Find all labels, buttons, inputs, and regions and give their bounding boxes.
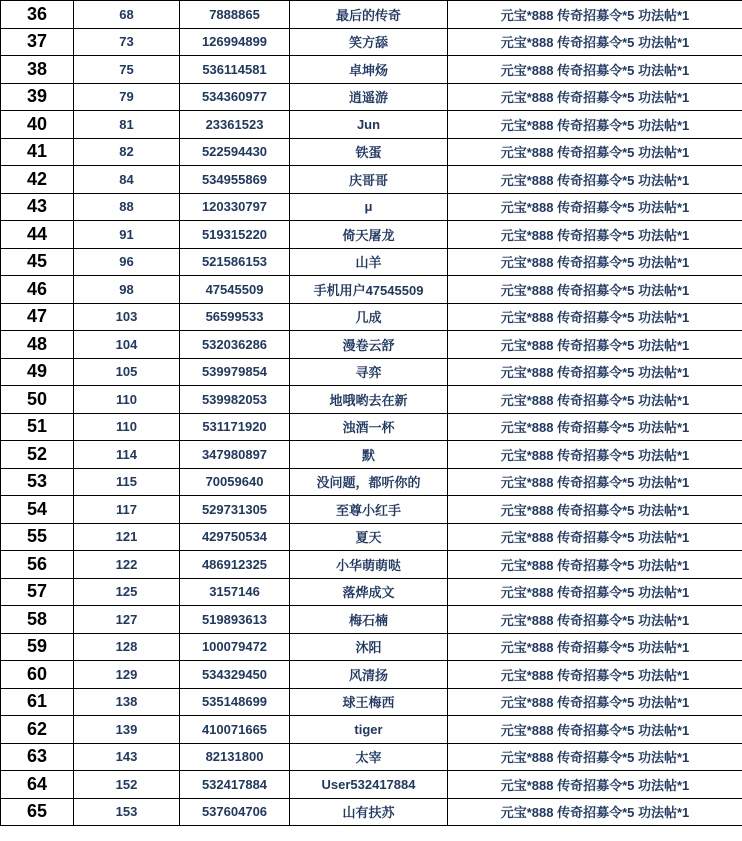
number-cell: 98: [74, 276, 180, 304]
table-row: [1, 413, 742, 441]
number-cell: 121: [74, 523, 180, 551]
table-row: [1, 1, 742, 29]
player-name-cell: 卓坤炀: [290, 56, 448, 84]
rank-cell: 57: [1, 578, 74, 606]
table-row: [1, 578, 742, 606]
reward-cell: 元宝*888 传奇招募令*5 功法帖*1: [448, 111, 742, 139]
number-cell: 139: [74, 716, 180, 744]
user-id-cell: 529731305: [180, 496, 290, 524]
rank-cell: 38: [1, 56, 74, 84]
reward-cell: 元宝*888 传奇招募令*5 功法帖*1: [448, 716, 742, 744]
player-name-cell: 默: [290, 441, 448, 469]
number-cell: 122: [74, 551, 180, 579]
rank-cell: 65: [1, 798, 74, 826]
player-name-cell: 庆哥哥: [290, 166, 448, 194]
user-id-cell: 531171920: [180, 413, 290, 441]
table-row: [1, 606, 742, 634]
rank-cell: 58: [1, 606, 74, 634]
reward-cell: 元宝*888 传奇招募令*5 功法帖*1: [448, 28, 742, 56]
number-cell: 91: [74, 221, 180, 249]
table-row: [1, 633, 742, 661]
reward-cell: 元宝*888 传奇招募令*5 功法帖*1: [448, 248, 742, 276]
user-id-cell: 47545509: [180, 276, 290, 304]
table-row: [1, 743, 742, 771]
number-cell: 75: [74, 56, 180, 84]
reward-cell: 元宝*888 传奇招募令*5 功法帖*1: [448, 661, 742, 689]
player-name-cell: 漫卷云舒: [290, 331, 448, 359]
reward-cell: 元宝*888 传奇招募令*5 功法帖*1: [448, 523, 742, 551]
reward-cell: 元宝*888 传奇招募令*5 功法帖*1: [448, 688, 742, 716]
reward-cell: 元宝*888 传奇招募令*5 功法帖*1: [448, 83, 742, 111]
player-name-cell: 夏天: [290, 523, 448, 551]
reward-cell: 元宝*888 传奇招募令*5 功法帖*1: [448, 193, 742, 221]
rank-cell: 39: [1, 83, 74, 111]
table-row: [1, 56, 742, 84]
player-name-cell: 风清扬: [290, 661, 448, 689]
number-cell: 138: [74, 688, 180, 716]
user-id-cell: 521586153: [180, 248, 290, 276]
number-cell: 104: [74, 331, 180, 359]
table-row: [1, 193, 742, 221]
player-name-cell: 山有扶苏: [290, 798, 448, 826]
table-row: [1, 798, 742, 826]
player-name-cell: 寻弈: [290, 358, 448, 386]
rank-cell: 60: [1, 661, 74, 689]
user-id-cell: 535148699: [180, 688, 290, 716]
reward-cell: 元宝*888 传奇招募令*5 功法帖*1: [448, 578, 742, 606]
player-name-cell: 至尊小红手: [290, 496, 448, 524]
table-row: [1, 303, 742, 331]
user-id-cell: 410071665: [180, 716, 290, 744]
user-id-cell: 532036286: [180, 331, 290, 359]
user-id-cell: 120330797: [180, 193, 290, 221]
rank-cell: 59: [1, 633, 74, 661]
player-name-cell: 太宰: [290, 743, 448, 771]
rank-cell: 45: [1, 248, 74, 276]
rank-cell: 36: [1, 1, 74, 29]
reward-cell: 元宝*888 传奇招募令*5 功法帖*1: [448, 413, 742, 441]
number-cell: 114: [74, 441, 180, 469]
reward-cell: 元宝*888 传奇招募令*5 功法帖*1: [448, 331, 742, 359]
reward-cell: 元宝*888 传奇招募令*5 功法帖*1: [448, 358, 742, 386]
player-name-cell: 浊酒一杯: [290, 413, 448, 441]
reward-cell: 元宝*888 传奇招募令*5 功法帖*1: [448, 56, 742, 84]
number-cell: 84: [74, 166, 180, 194]
rank-cell: 51: [1, 413, 74, 441]
table-row: [1, 523, 742, 551]
rank-cell: 42: [1, 166, 74, 194]
number-cell: 152: [74, 771, 180, 799]
rank-cell: 62: [1, 716, 74, 744]
user-id-cell: 7888865: [180, 1, 290, 29]
table-row: [1, 386, 742, 414]
reward-cell: 元宝*888 传奇招募令*5 功法帖*1: [448, 441, 742, 469]
player-name-cell: 铁蛋: [290, 138, 448, 166]
user-id-cell: 429750534: [180, 523, 290, 551]
table-row: [1, 138, 742, 166]
player-name-cell: 手机用户47545509: [290, 276, 448, 304]
number-cell: 105: [74, 358, 180, 386]
rankings-table-body: [1, 1, 742, 826]
table-row: [1, 661, 742, 689]
player-name-cell: Jun: [290, 111, 448, 139]
player-name-cell: 沐阳: [290, 633, 448, 661]
number-cell: 73: [74, 28, 180, 56]
table-row: [1, 166, 742, 194]
user-id-cell: 486912325: [180, 551, 290, 579]
number-cell: 110: [74, 413, 180, 441]
rank-cell: 49: [1, 358, 74, 386]
user-id-cell: 534360977: [180, 83, 290, 111]
player-name-cell: User532417884: [290, 771, 448, 799]
user-id-cell: 534955869: [180, 166, 290, 194]
rank-cell: 48: [1, 331, 74, 359]
table-row: [1, 441, 742, 469]
rank-cell: 47: [1, 303, 74, 331]
reward-cell: 元宝*888 传奇招募令*5 功法帖*1: [448, 386, 742, 414]
player-name-cell: 笑方舔: [290, 28, 448, 56]
reward-cell: 元宝*888 传奇招募令*5 功法帖*1: [448, 166, 742, 194]
reward-cell: 元宝*888 传奇招募令*5 功法帖*1: [448, 276, 742, 304]
table-row: [1, 111, 742, 139]
user-id-cell: 522594430: [180, 138, 290, 166]
reward-cell: 元宝*888 传奇招募令*5 功法帖*1: [448, 606, 742, 634]
number-cell: 81: [74, 111, 180, 139]
reward-cell: 元宝*888 传奇招募令*5 功法帖*1: [448, 798, 742, 826]
table-row: [1, 248, 742, 276]
number-cell: 127: [74, 606, 180, 634]
player-name-cell: 地哦哟去在新: [290, 386, 448, 414]
user-id-cell: 537604706: [180, 798, 290, 826]
user-id-cell: 56599533: [180, 303, 290, 331]
rank-cell: 44: [1, 221, 74, 249]
rank-cell: 63: [1, 743, 74, 771]
reward-cell: 元宝*888 传奇招募令*5 功法帖*1: [448, 551, 742, 579]
player-name-cell: 最后的传奇: [290, 1, 448, 29]
rank-cell: 61: [1, 688, 74, 716]
player-name-cell: 山羊: [290, 248, 448, 276]
rank-cell: 55: [1, 523, 74, 551]
table-row: [1, 716, 742, 744]
player-name-cell: 倚天屠龙: [290, 221, 448, 249]
player-name-cell: 小华萌萌哒: [290, 551, 448, 579]
reward-cell: 元宝*888 传奇招募令*5 功法帖*1: [448, 743, 742, 771]
player-name-cell: 球王梅西: [290, 688, 448, 716]
rank-cell: 52: [1, 441, 74, 469]
rank-cell: 54: [1, 496, 74, 524]
player-name-cell: 几成: [290, 303, 448, 331]
player-name-cell: 梅石楠: [290, 606, 448, 634]
table-row: [1, 331, 742, 359]
number-cell: 143: [74, 743, 180, 771]
table-row: [1, 221, 742, 249]
user-id-cell: 126994899: [180, 28, 290, 56]
user-id-cell: 536114581: [180, 56, 290, 84]
reward-cell: 元宝*888 传奇招募令*5 功法帖*1: [448, 221, 742, 249]
number-cell: 88: [74, 193, 180, 221]
number-cell: 129: [74, 661, 180, 689]
reward-cell: 元宝*888 传奇招募令*5 功法帖*1: [448, 138, 742, 166]
number-cell: 96: [74, 248, 180, 276]
user-id-cell: 532417884: [180, 771, 290, 799]
reward-cell: 元宝*888 传奇招募令*5 功法帖*1: [448, 303, 742, 331]
user-id-cell: 539979854: [180, 358, 290, 386]
table-row: [1, 771, 742, 799]
rank-cell: 56: [1, 551, 74, 579]
user-id-cell: 519893613: [180, 606, 290, 634]
reward-cell: 元宝*888 传奇招募令*5 功法帖*1: [448, 496, 742, 524]
table-row: [1, 496, 742, 524]
user-id-cell: 347980897: [180, 441, 290, 469]
user-id-cell: 100079472: [180, 633, 290, 661]
table-row: [1, 468, 742, 496]
reward-cell: 元宝*888 传奇招募令*5 功法帖*1: [448, 633, 742, 661]
user-id-cell: 519315220: [180, 221, 290, 249]
number-cell: 103: [74, 303, 180, 331]
reward-cell: 元宝*888 传奇招募令*5 功法帖*1: [448, 771, 742, 799]
number-cell: 125: [74, 578, 180, 606]
reward-cell: 元宝*888 传奇招募令*5 功法帖*1: [448, 468, 742, 496]
table-row: [1, 551, 742, 579]
user-id-cell: 82131800: [180, 743, 290, 771]
number-cell: 115: [74, 468, 180, 496]
player-name-cell: 没问题，都听你的: [290, 468, 448, 496]
table-row: [1, 358, 742, 386]
table-row: [1, 28, 742, 56]
rank-cell: 50: [1, 386, 74, 414]
number-cell: 153: [74, 798, 180, 826]
table-row: [1, 83, 742, 111]
user-id-cell: 534329450: [180, 661, 290, 689]
reward-cell: 元宝*888 传奇招募令*5 功法帖*1: [448, 1, 742, 29]
player-name-cell: 落烨成文: [290, 578, 448, 606]
number-cell: 128: [74, 633, 180, 661]
rank-cell: 46: [1, 276, 74, 304]
number-cell: 79: [74, 83, 180, 111]
player-name-cell: μ: [290, 193, 448, 221]
number-cell: 82: [74, 138, 180, 166]
number-cell: 110: [74, 386, 180, 414]
user-id-cell: 539982053: [180, 386, 290, 414]
table-row: [1, 688, 742, 716]
user-id-cell: 70059640: [180, 468, 290, 496]
number-cell: 68: [74, 1, 180, 29]
rank-cell: 40: [1, 111, 74, 139]
number-cell: 117: [74, 496, 180, 524]
user-id-cell: 3157146: [180, 578, 290, 606]
rank-cell: 53: [1, 468, 74, 496]
user-id-cell: 23361523: [180, 111, 290, 139]
rank-cell: 41: [1, 138, 74, 166]
table-row: [1, 276, 742, 304]
rank-cell: 43: [1, 193, 74, 221]
rank-cell: 37: [1, 28, 74, 56]
player-name-cell: 逍遥游: [290, 83, 448, 111]
player-name-cell: tiger: [290, 716, 448, 744]
rank-cell: 64: [1, 771, 74, 799]
